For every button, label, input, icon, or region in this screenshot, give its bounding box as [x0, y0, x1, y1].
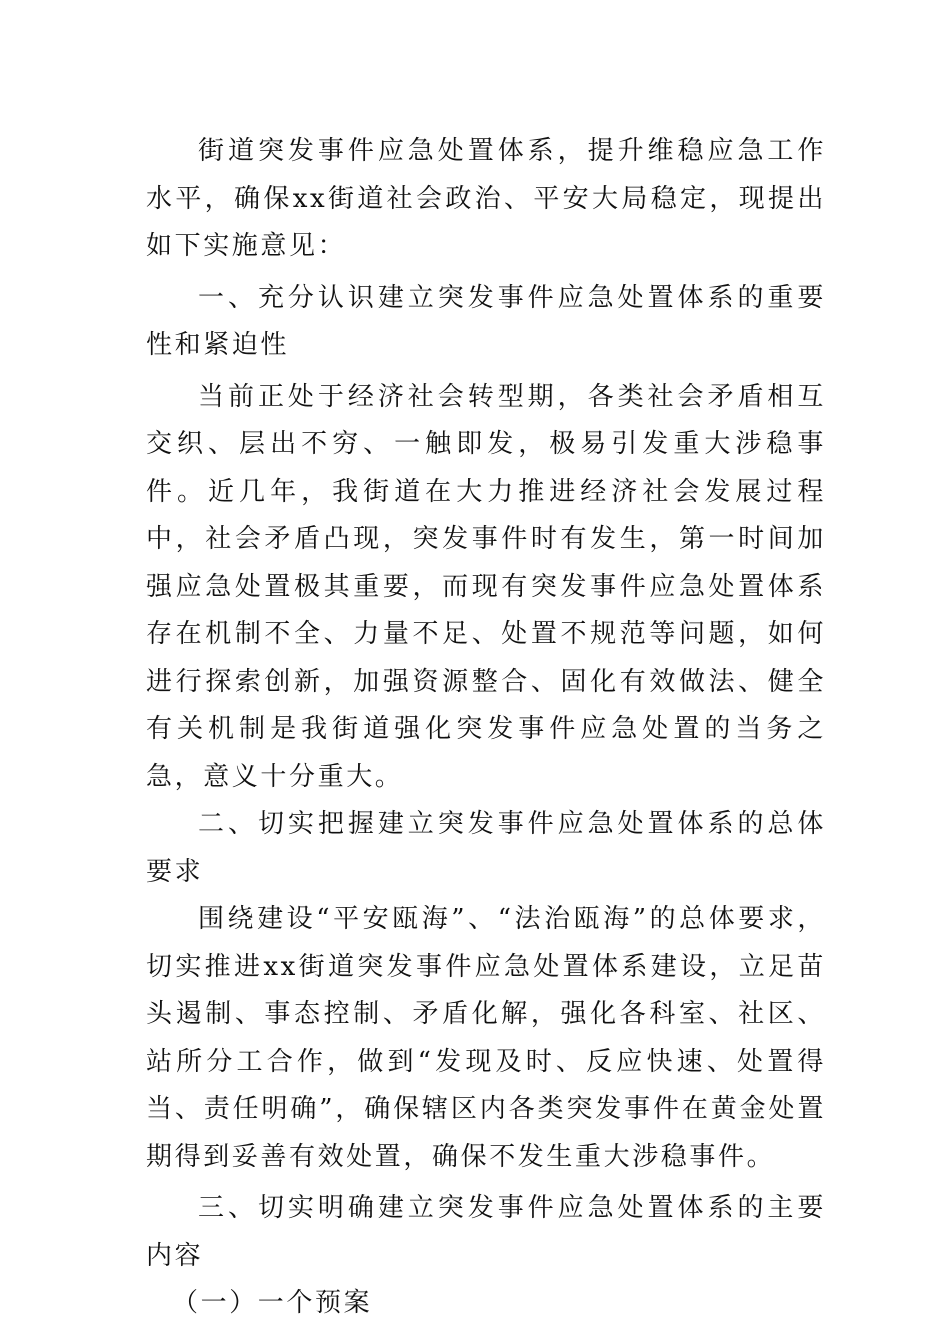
section-heading-1: 一、充分认识建立突发事件应急处置体系的重要性和紧迫性 [146, 282, 826, 360]
subsection-heading-1: （一）一个预案 [172, 1288, 373, 1318]
section-heading-3: 三、切实明确建立突发事件应急处置体系的主要内容 [146, 1193, 826, 1271]
intro-paragraph: 街道突发事件应急处置体系，提升维稳应急工作水平，确保xx街道社会政治、平安大局稳定，现提出如下实施意见： [146, 136, 826, 261]
section-heading-2: 二、切实把握建立突发事件应急处置体系的总体要求 [146, 809, 826, 887]
section-1-paragraph: 当前正处于经济社会转型期，各类社会矛盾相互交织、层出不穷、一触即发，极易引发重大涉稳事件。近几年，我街道在大力推进经济社会发展过程中，社会矛盾凸现，突发事件时有发生，第一时间加强应急处置极其重要，而现有突发事件应急处置体系存在机制不全、力量不足、处置不规范等问题，如何进行探索创新，加强资源整合、固化有效做法、健全有关机制是我街道强化突发事件应急处置的当务之急，意义十分重大。 [146, 381, 826, 792]
section-2-paragraph: 围绕建设“平安瓯海”、“法治瓯海”的总体要求，切实推进xx街道突发事件应急处置体系建设，立足苗头遏制、事态控制、矛盾化解，强化各科室、社区、站所分工合作，做到“发现及时、反应快速、处置得当、责任明确”，确保辖区内各类突发事件在黄金处置期得到妥善有效处置，确保不发生重大涉稳事件。 [146, 904, 826, 1172]
document-body [146, 128, 826, 1328]
